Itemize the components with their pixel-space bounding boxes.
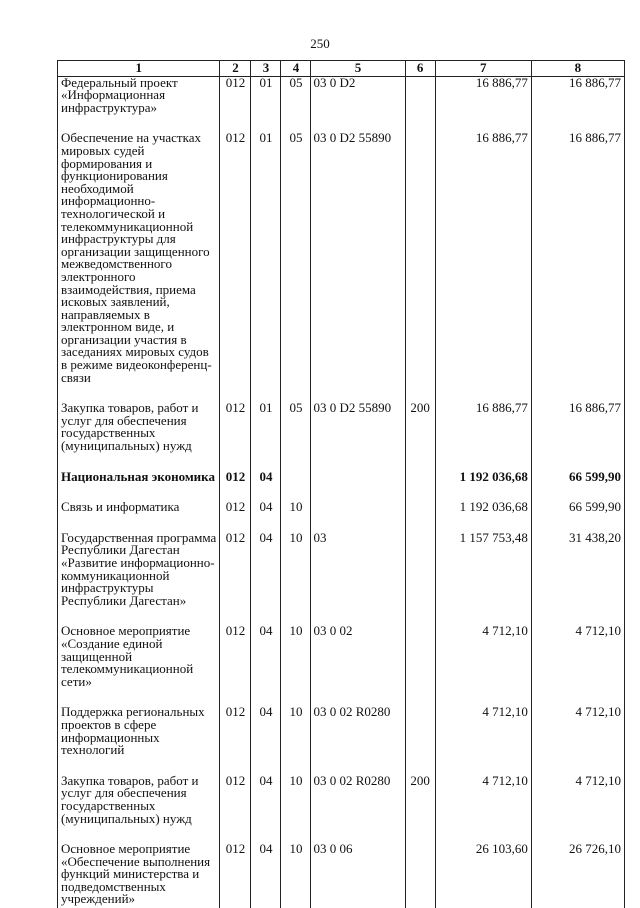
grbs-code: 012 [220, 132, 251, 402]
section-code: 04 [251, 471, 281, 502]
target-article-code: 03 [311, 532, 405, 626]
subsection-code: 10 [281, 775, 311, 843]
grbs-code: 012 [220, 402, 251, 470]
expense-type-code [405, 132, 435, 402]
grbs-code: 012 [220, 501, 251, 532]
page-number: 250 [310, 36, 330, 51]
item-name: Связь и информатика [58, 501, 220, 532]
expense-type-code [405, 625, 435, 706]
expense-type-code [405, 532, 435, 626]
subsection-code: 05 [281, 402, 311, 470]
expense-type-code: 200 [405, 775, 435, 843]
item-name: Основное мероприятие «Создание единой защищенной телекоммуникационной сети» [58, 625, 220, 706]
table-row [58, 402, 625, 470]
table-row [58, 532, 625, 626]
table-row-section-total [58, 471, 625, 502]
amount-col-7: 4 712,10 [435, 625, 531, 706]
amount-col-8: 4 712,10 [531, 625, 624, 706]
expense-type-code [405, 843, 435, 908]
subsection-code: 05 [281, 76, 311, 132]
amount-col-7: 16 886,77 [435, 402, 531, 470]
section-code: 04 [251, 625, 281, 706]
grbs-code: 012 [220, 706, 251, 774]
target-article-code [311, 501, 405, 532]
table-row [58, 76, 625, 132]
target-article-code [311, 471, 405, 502]
amount-col-7: 1 192 036,68 [435, 471, 531, 502]
section-code: 04 [251, 706, 281, 774]
expense-type-code: 200 [405, 402, 435, 470]
expense-type-code [405, 471, 435, 502]
section-code: 01 [251, 402, 281, 470]
section-code: 04 [251, 532, 281, 626]
table-row [58, 501, 625, 532]
section-code: 01 [251, 132, 281, 402]
column-header: 3 [251, 61, 281, 77]
section-code: 04 [251, 775, 281, 843]
table-row [58, 132, 625, 402]
amount-col-7: 16 886,77 [435, 76, 531, 132]
amount-col-7: 16 886,77 [435, 132, 531, 402]
expense-type-code [405, 501, 435, 532]
subsection-code: 10 [281, 843, 311, 908]
amount-col-7: 4 712,10 [435, 775, 531, 843]
item-name: Национальная экономика [58, 471, 220, 502]
item-name: Обеспечение на участках мировых судей формирования и функционирования необходимой информационно-технологической и телекоммуникационной инфраструктуры для организации защищенного межведомственного электронного взаимодействия, приема исковых заявлений, направляемых в электронном виде, и организации участия в заседаниях мировых судов в режиме видеоконференц-связи [58, 132, 220, 402]
subsection-code: 05 [281, 132, 311, 402]
amount-col-7: 4 712,10 [435, 706, 531, 774]
grbs-code: 012 [220, 843, 251, 908]
amount-col-8: 31 438,20 [531, 532, 624, 626]
table-row [58, 775, 625, 843]
grbs-code: 012 [220, 625, 251, 706]
item-name: Основное мероприятие «Обеспечение выполнения функций министерства и подведомственных учреждений» [58, 843, 220, 908]
item-name: Государственная программа Республики Дагестан «Развитие информационно-коммуникационной инфраструктуры Республики Дагестан» [58, 532, 220, 626]
column-header: 1 [58, 61, 220, 77]
amount-col-8: 26 726,10 [531, 843, 624, 908]
column-header: 6 [405, 61, 435, 77]
section-code: 04 [251, 501, 281, 532]
column-header: 5 [311, 61, 405, 77]
target-article-code: 03 0 D2 55890 [311, 132, 405, 402]
subsection-code [281, 471, 311, 502]
table-row [58, 625, 625, 706]
target-article-code: 03 0 D2 55890 [311, 402, 405, 470]
amount-col-8: 16 886,77 [531, 132, 624, 402]
item-name: Закупка товаров, работ и услуг для обеспечения государственных (муниципальных) нужд [58, 775, 220, 843]
target-article-code: 03 0 06 [311, 843, 405, 908]
amount-col-8: 4 712,10 [531, 775, 624, 843]
target-article-code: 03 0 D2 [311, 76, 405, 132]
amount-col-8: 66 599,90 [531, 471, 624, 502]
amount-col-7: 1 192 036,68 [435, 501, 531, 532]
expense-type-code [405, 706, 435, 774]
item-name: Поддержка региональных проектов в сфере информационных технологий [58, 706, 220, 774]
target-article-code: 03 0 02 [311, 625, 405, 706]
amount-col-8: 66 599,90 [531, 501, 624, 532]
grbs-code: 012 [220, 471, 251, 502]
amount-col-8: 16 886,77 [531, 76, 624, 132]
table-row [58, 706, 625, 774]
amount-col-8: 16 886,77 [531, 402, 624, 470]
subsection-code: 10 [281, 501, 311, 532]
target-article-code: 03 0 02 R0280 [311, 706, 405, 774]
grbs-code: 012 [220, 775, 251, 843]
grbs-code: 012 [220, 532, 251, 626]
section-code: 04 [251, 843, 281, 908]
subsection-code: 10 [281, 706, 311, 774]
item-name: Закупка товаров, работ и услуг для обеспечения государственных (муниципальных) нужд [58, 402, 220, 470]
table-header-row [58, 61, 625, 77]
column-header: 2 [220, 61, 251, 77]
item-name: Федеральный проект «Информационная инфраструктура» [58, 76, 220, 132]
amount-col-8: 4 712,10 [531, 706, 624, 774]
target-article-code: 03 0 02 R0280 [311, 775, 405, 843]
expense-type-code [405, 76, 435, 132]
column-header: 7 [435, 61, 531, 77]
column-header: 8 [531, 61, 624, 77]
subsection-code: 10 [281, 625, 311, 706]
table-row [58, 843, 625, 908]
section-code: 01 [251, 76, 281, 132]
amount-col-7: 26 103,60 [435, 843, 531, 908]
amount-col-7: 1 157 753,48 [435, 532, 531, 626]
subsection-code: 10 [281, 532, 311, 626]
grbs-code: 012 [220, 76, 251, 132]
budget-table [57, 60, 625, 908]
column-header: 4 [281, 61, 311, 77]
